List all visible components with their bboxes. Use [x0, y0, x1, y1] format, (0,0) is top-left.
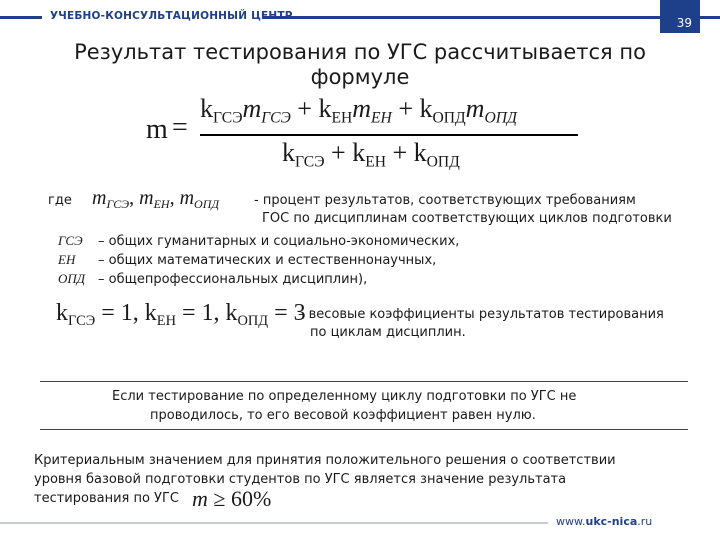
- den-plus2: +: [392, 138, 408, 167]
- num-m2-sub: ЕН: [371, 109, 392, 127]
- num-m3-sub: ОПД: [484, 109, 517, 127]
- criterion-line1: Критериальным значением для принятия положительного решения о соответствии: [34, 453, 616, 468]
- slide-title: Результат тестирования по УГС рассчитывается по формуле: [74, 40, 646, 89]
- w-k2: k: [144, 300, 157, 326]
- den-k2: k: [352, 138, 366, 167]
- num-k2-sub: ЕН: [331, 109, 353, 127]
- den-plus1: +: [331, 138, 346, 167]
- var-sep2: ,: [169, 187, 180, 209]
- den-k1-sub: ГСЭ: [295, 153, 325, 171]
- weights-desc-line2: по циклам дисциплин.: [310, 325, 466, 340]
- den-k2-sub: ЕН: [365, 153, 386, 171]
- w-k1-sub: ГСЭ: [68, 313, 96, 330]
- w-k3-sub: ОПД: [237, 313, 269, 330]
- abbr-desc: – общих математических и естественнонаучных,: [98, 253, 437, 268]
- den-k1: k: [282, 138, 295, 167]
- abbr-code: ГСЭ: [58, 233, 83, 248]
- den-k3: k: [413, 138, 427, 167]
- var-m3: m: [179, 187, 195, 209]
- num-k1: k: [200, 94, 213, 123]
- abbr-code: ОПД: [58, 271, 86, 286]
- criterion-formula: [192, 486, 271, 512]
- w-val2: = 1,: [175, 300, 226, 326]
- criterion-line2: уровня базовой подготовки студентов по УГС является значение результата: [34, 472, 567, 487]
- note-line2: проводилось, то его весовой коэффициент равен нулю.: [150, 408, 536, 423]
- num-k1-sub: ГСЭ: [213, 109, 243, 127]
- note-bottom-rule: [40, 429, 688, 430]
- site-suffix: .ru: [637, 515, 653, 528]
- where-desc-line2: ГОС по дисциплинам соответствующих циклов подготовки: [262, 211, 672, 226]
- note-line1: Если тестирование по определенному циклу подготовки по УГС не: [112, 389, 577, 404]
- var-m2-sub: ЕН: [153, 197, 170, 212]
- site-brand: ukc-nica: [585, 515, 638, 528]
- num-m1-sub: ГСЭ: [261, 109, 291, 127]
- den-k3-sub: ОПД: [426, 153, 460, 171]
- formula-equals-symbol: =: [172, 112, 188, 143]
- weights-desc-line1: – весовые коэффициенты результатов тестирования: [298, 307, 664, 322]
- org-name: УЧЕБНО-КОНСУЛЬТАЦИОННЫЙ ЦЕНТР: [50, 10, 293, 22]
- where-label: где: [48, 193, 72, 208]
- abbr-row-en: [58, 252, 436, 268]
- fraction-bar: [200, 134, 578, 136]
- abbr-desc: – общих гуманитарных и социально-экономических,: [98, 234, 460, 249]
- footer-site-link[interactable]: [556, 515, 652, 528]
- num-m2: m: [352, 94, 372, 123]
- formula-denominator: [282, 138, 460, 171]
- num-m3: m: [465, 94, 485, 123]
- w-val3: = 3: [268, 300, 306, 326]
- abbr-row-opd: [58, 271, 367, 287]
- criterion-threshold: ≥ 60%: [207, 486, 272, 511]
- abbr-code: ЕН: [58, 252, 76, 267]
- num-k3-sub: ОПД: [432, 109, 466, 127]
- num-m1: m: [242, 94, 262, 123]
- where-desc-line1: - процент результатов, соответствующих требованиям: [254, 193, 636, 208]
- site-prefix: www.: [556, 515, 586, 528]
- num-k2: k: [318, 94, 332, 123]
- slide-number: 39: [676, 16, 692, 30]
- formula-numerator: [200, 94, 517, 127]
- weights-formula: [56, 300, 306, 330]
- abbr-row-gse: [58, 233, 459, 249]
- formula-lhs-symbol: m: [146, 114, 168, 145]
- var-m1-sub: ГСЭ: [106, 197, 130, 212]
- var-m2: m: [139, 187, 154, 209]
- formula-lhs: [146, 114, 168, 146]
- note-top-rule: [40, 381, 688, 382]
- w-val1: = 1,: [95, 300, 145, 326]
- footer-rule: [0, 522, 548, 524]
- num-plus1: +: [297, 94, 312, 123]
- w-k3: k: [225, 300, 238, 326]
- var-m3-sub: ОПД: [194, 197, 220, 212]
- num-k3: k: [419, 94, 433, 123]
- var-sep1: ,: [129, 187, 140, 209]
- where-vars: [92, 187, 219, 212]
- slide-number-badge: [660, 0, 700, 33]
- w-k2-sub: ЕН: [156, 313, 176, 330]
- num-plus2: +: [398, 94, 413, 123]
- criterion-var: m: [192, 486, 208, 511]
- formula-equals: [172, 112, 188, 144]
- criterion-line3: тестирования по УГС: [34, 491, 179, 506]
- var-m1: m: [92, 187, 107, 209]
- w-k1: k: [56, 300, 68, 326]
- abbr-desc: – общепрофессиональных дисциплин),: [98, 272, 368, 287]
